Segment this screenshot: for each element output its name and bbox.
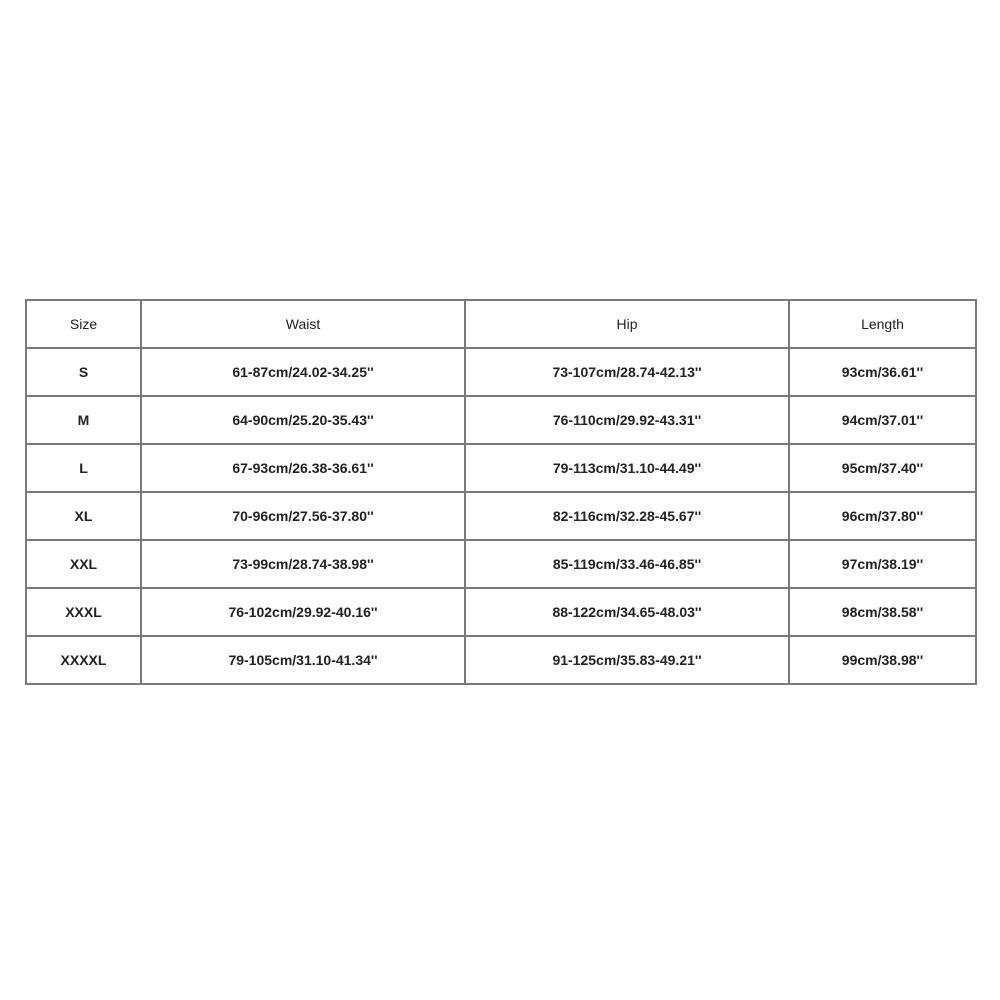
cell-size: XL [26,492,141,540]
header-size: Size [26,300,141,348]
cell-waist: 64-90cm/25.20-35.43'' [141,396,465,444]
cell-length: 95cm/37.40'' [789,444,976,492]
cell-waist: 73-99cm/28.74-38.98'' [141,540,465,588]
table-row [26,636,976,684]
cell-hip: 91-125cm/35.83-49.21'' [465,636,789,684]
cell-size: XXXL [26,588,141,636]
cell-hip: 88-122cm/34.65-48.03'' [465,588,789,636]
table-row [26,588,976,636]
cell-waist: 76-102cm/29.92-40.16'' [141,588,465,636]
cell-size: XXXXL [26,636,141,684]
table-body [26,348,976,684]
header-waist: Waist [141,300,465,348]
cell-length: 94cm/37.01'' [789,396,976,444]
cell-length: 96cm/37.80'' [789,492,976,540]
cell-hip: 85-119cm/33.46-46.85'' [465,540,789,588]
header-hip: Hip [465,300,789,348]
header-length: Length [789,300,976,348]
cell-length: 97cm/38.19'' [789,540,976,588]
cell-size: S [26,348,141,396]
table-header [26,300,976,348]
table-row [26,492,976,540]
cell-hip: 82-116cm/32.28-45.67'' [465,492,789,540]
cell-waist: 61-87cm/24.02-34.25'' [141,348,465,396]
cell-size: XXL [26,540,141,588]
table-row [26,540,976,588]
cell-waist: 67-93cm/26.38-36.61'' [141,444,465,492]
cell-hip: 76-110cm/29.92-43.31'' [465,396,789,444]
table-row [26,396,976,444]
cell-length: 98cm/38.58'' [789,588,976,636]
size-chart-table [25,299,977,685]
cell-length: 93cm/36.61'' [789,348,976,396]
cell-hip: 73-107cm/28.74-42.13'' [465,348,789,396]
cell-size: L [26,444,141,492]
cell-waist: 70-96cm/27.56-37.80'' [141,492,465,540]
header-row [26,300,976,348]
cell-length: 99cm/38.98'' [789,636,976,684]
cell-hip: 79-113cm/31.10-44.49'' [465,444,789,492]
cell-size: M [26,396,141,444]
table-row [26,348,976,396]
table-row [26,444,976,492]
cell-waist: 79-105cm/31.10-41.34'' [141,636,465,684]
